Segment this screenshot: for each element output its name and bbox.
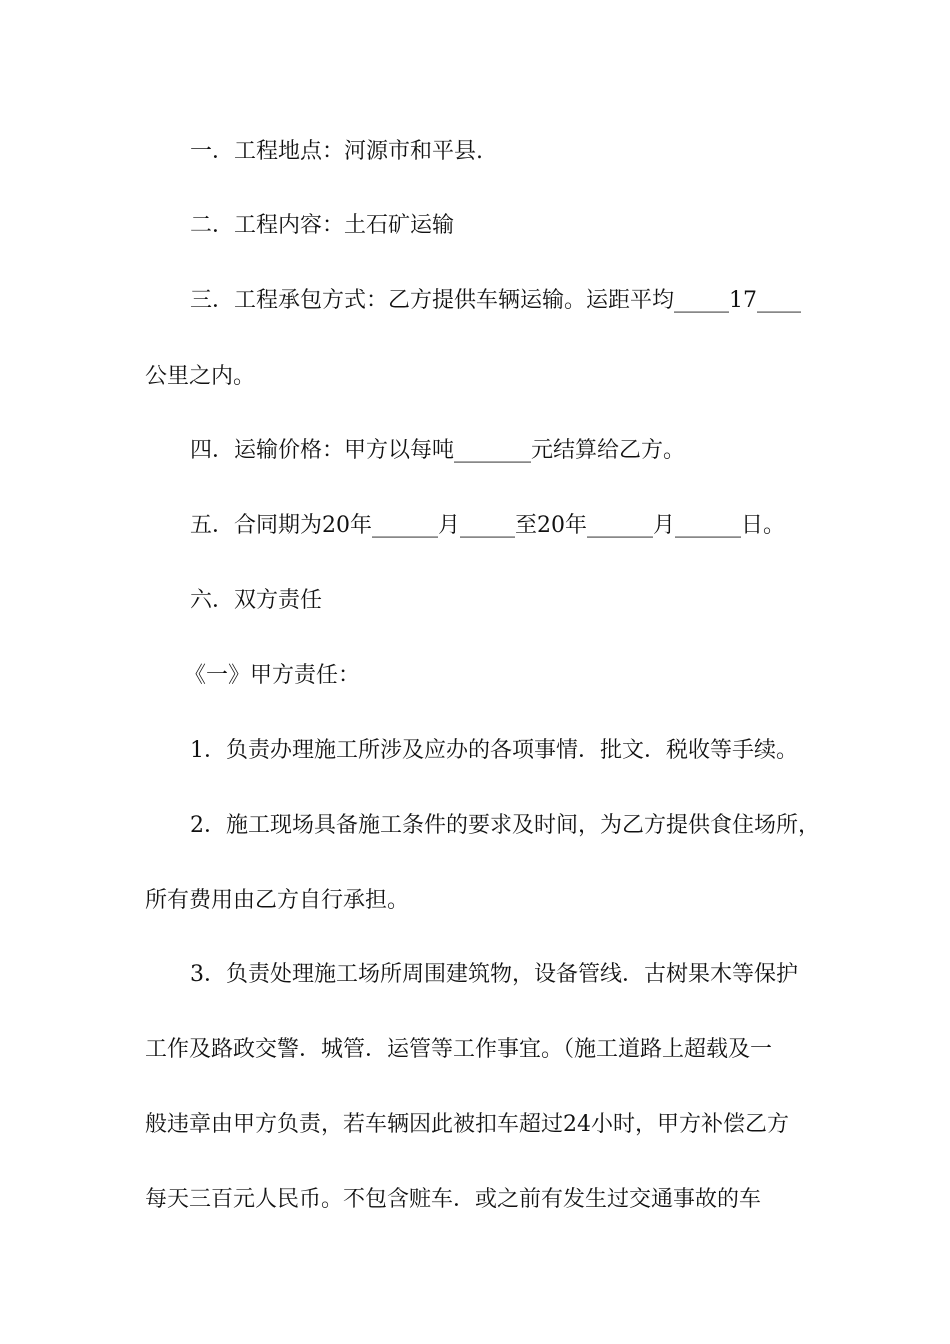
- clause-2-content: 二．工程内容：土石矿运输: [190, 213, 455, 238]
- party-a-item-1: 1．负责办理施工所涉及应办的各项事情．批文．税收等手续。: [190, 738, 798, 763]
- party-a-heading: 《一》甲方责任：: [184, 663, 361, 688]
- party-a-item-3-line-3: 般违章由甲方负责，若车辆因此被扣车超过24小时，甲方补偿乙方: [145, 1112, 789, 1137]
- party-a-item-2: 2．施工现场具备施工条件的要求及时间，为乙方提供食住场所，: [190, 813, 820, 838]
- clause-5-term: 五．合同期为20年______月_____至20年______月______日。: [190, 513, 785, 538]
- party-a-item-3: 3．负责处理施工场所周围建筑物，设备管线．古树果木等保护: [190, 962, 798, 987]
- clause-3-continuation: 公里之内。: [145, 364, 256, 389]
- party-a-item-3-line-4: 每天三百元人民币。不包含赃车．或之前有发生过交通事故的车: [145, 1187, 762, 1212]
- party-a-item-3-line-2: 工作及路政交警．城管．运管等工作事宜。（施工道路上超载及一: [145, 1037, 773, 1062]
- clause-6-heading: 六．双方责任: [190, 588, 323, 613]
- clause-3-contract-mode: 三．工程承包方式：乙方提供车辆运输。运距平均_____17____: [190, 288, 801, 313]
- party-a-item-2-continuation: 所有费用由乙方自行承担。: [145, 888, 410, 913]
- clause-1-location: 一．工程地点：河源市和平县.: [190, 139, 483, 164]
- clause-4-price: 四．运输价格：甲方以每吨_______元结算给乙方。: [190, 438, 686, 463]
